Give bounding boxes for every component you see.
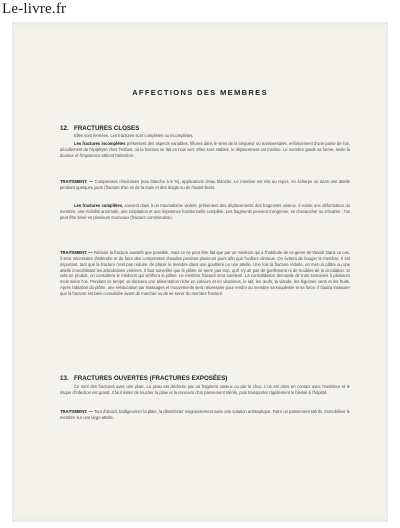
section-heading-fractures-ouvertes — [60, 375, 227, 382]
paragraph-text: Compresses résolutives (eau blanche à 5 %), applications d'eau blanche. Le membre est mis au repos, en écharpe ou dans une attelle pendant quelques jours (fracture d'un os de la main et des doigts ou de l'avant-bras). — [60, 179, 351, 190]
section-number: 13. — [60, 375, 69, 382]
paragraph-text: souvent dues à un traumatisme violent, présentent des déplacements des fragments osseux. Il existe une déformation du membre, une mobilité anormale, une crépitation et une impotence fonctionnelle complète. Les fragments peuvent s'engrener, se chevaucher ou s'écarter ; l'os peut être brisé en plusieurs morceaux (fracture comminutive). — [60, 203, 351, 220]
paragraph-text: Réduire la fracture aussitôt que possible, mais ce ne peut être fait que par un médecin qui a l'habitude de ce genre de travail. Dans ce cas, il sera nécessaire d'attendre et de faire des compresses chaudes pendant plusieurs jours afin que l'enflure diminue. On évitera de bouger le membre. Il est important, tant que la fracture n'est pas réduite, de placer le membre dans une gouttière ou une attelle. Une fois la fracture réduite, on met un plâtre ou une attelle immobilisant les articulations voisines. Il faut surveiller que le plâtre ne serre pas trop, qu'il n'y ait pas de gonflement ni de troubles de la circulation. Si cela se produit, on consultera le médecin qui vérifiera le plâtre. Le membre fracturé sera surélevé. La consolidation demande de trois semaines à plusieurs mois selon l'os. Pendant ce temps on donnera une alimentation riche en calcium et en vitamines, le lait, les œufs, la viande, les légumes verts et les fruits. Après l'ablation du plâtre, une rééducation par massages et mouvements sera nécessaire pour rendre au membre sa souplesse et sa force. Il faudra s'assurer que la fracture est bien consolidée avant de marcher ou de se servir du membre fracturé. — [60, 250, 350, 296]
paragraph — [60, 203, 350, 221]
paragraph-runin: TRAITEMENT. — — [60, 409, 93, 414]
paragraph — [60, 141, 350, 159]
paragraph-text: Elles sont fermées. Les fractures sont complètes ou incomplètes. — [74, 133, 194, 138]
paragraph — [74, 133, 352, 139]
paragraph-runin: TRAITEMENT. — — [60, 250, 93, 255]
paragraph — [60, 409, 350, 421]
site-banner — [0, 0, 400, 22]
paragraph-runin: TRAITEMENT. — — [60, 179, 94, 184]
paragraph-text: présentent des aspects variables, fêlures dans le sens de la longueur ou transversales, enfoncement d'une partie de l'os, décollement de l'épiphyse chez l'enfant, où la fracture se fait en bois vert. Elles sont stables, le déplacement est minime. Le membre garde sa forme, seule la douleur et l'impotence attirent l'attention. — [60, 141, 350, 158]
paragraph — [60, 179, 350, 191]
section-title: FRACTURES CLOSES — [74, 125, 140, 132]
site-brand: Le-livre.fr — [2, 1, 67, 17]
paragraph — [60, 250, 350, 297]
paragraph-runin: Les fractures incomplètes — [74, 141, 126, 146]
paragraph-runin: Les fractures complètes, — [74, 203, 124, 208]
paragraph-text: Tout d'abord, badigeonner la plaie, la désinfecter soigneusement avec une solution antiseptique. Faire un pansement stérile. Immobiliser le membre sur une large attelle. — [60, 409, 350, 420]
section-heading-fractures-closes — [60, 125, 139, 132]
section-title: FRACTURES OUVERTES (FRACTURES EXPOSÉES) — [74, 375, 228, 382]
section-number: 12. — [60, 125, 69, 132]
paragraph-text: Ce sont des fractures avec une plaie. La peau est déchirée par un fragment osseux ou par le choc. L'os est alors en contact avec l'extérieur et le risque d'infection est grand. Il faut éviter de toucher la plaie et la recouvrir d'un pansement stérile, puis transporter rapidement le blessé à l'hôpital. — [60, 384, 350, 395]
page-title: AFFECTIONS DES MEMBRES — [132, 88, 268, 97]
document-page — [12, 22, 388, 522]
paragraph — [60, 384, 350, 396]
